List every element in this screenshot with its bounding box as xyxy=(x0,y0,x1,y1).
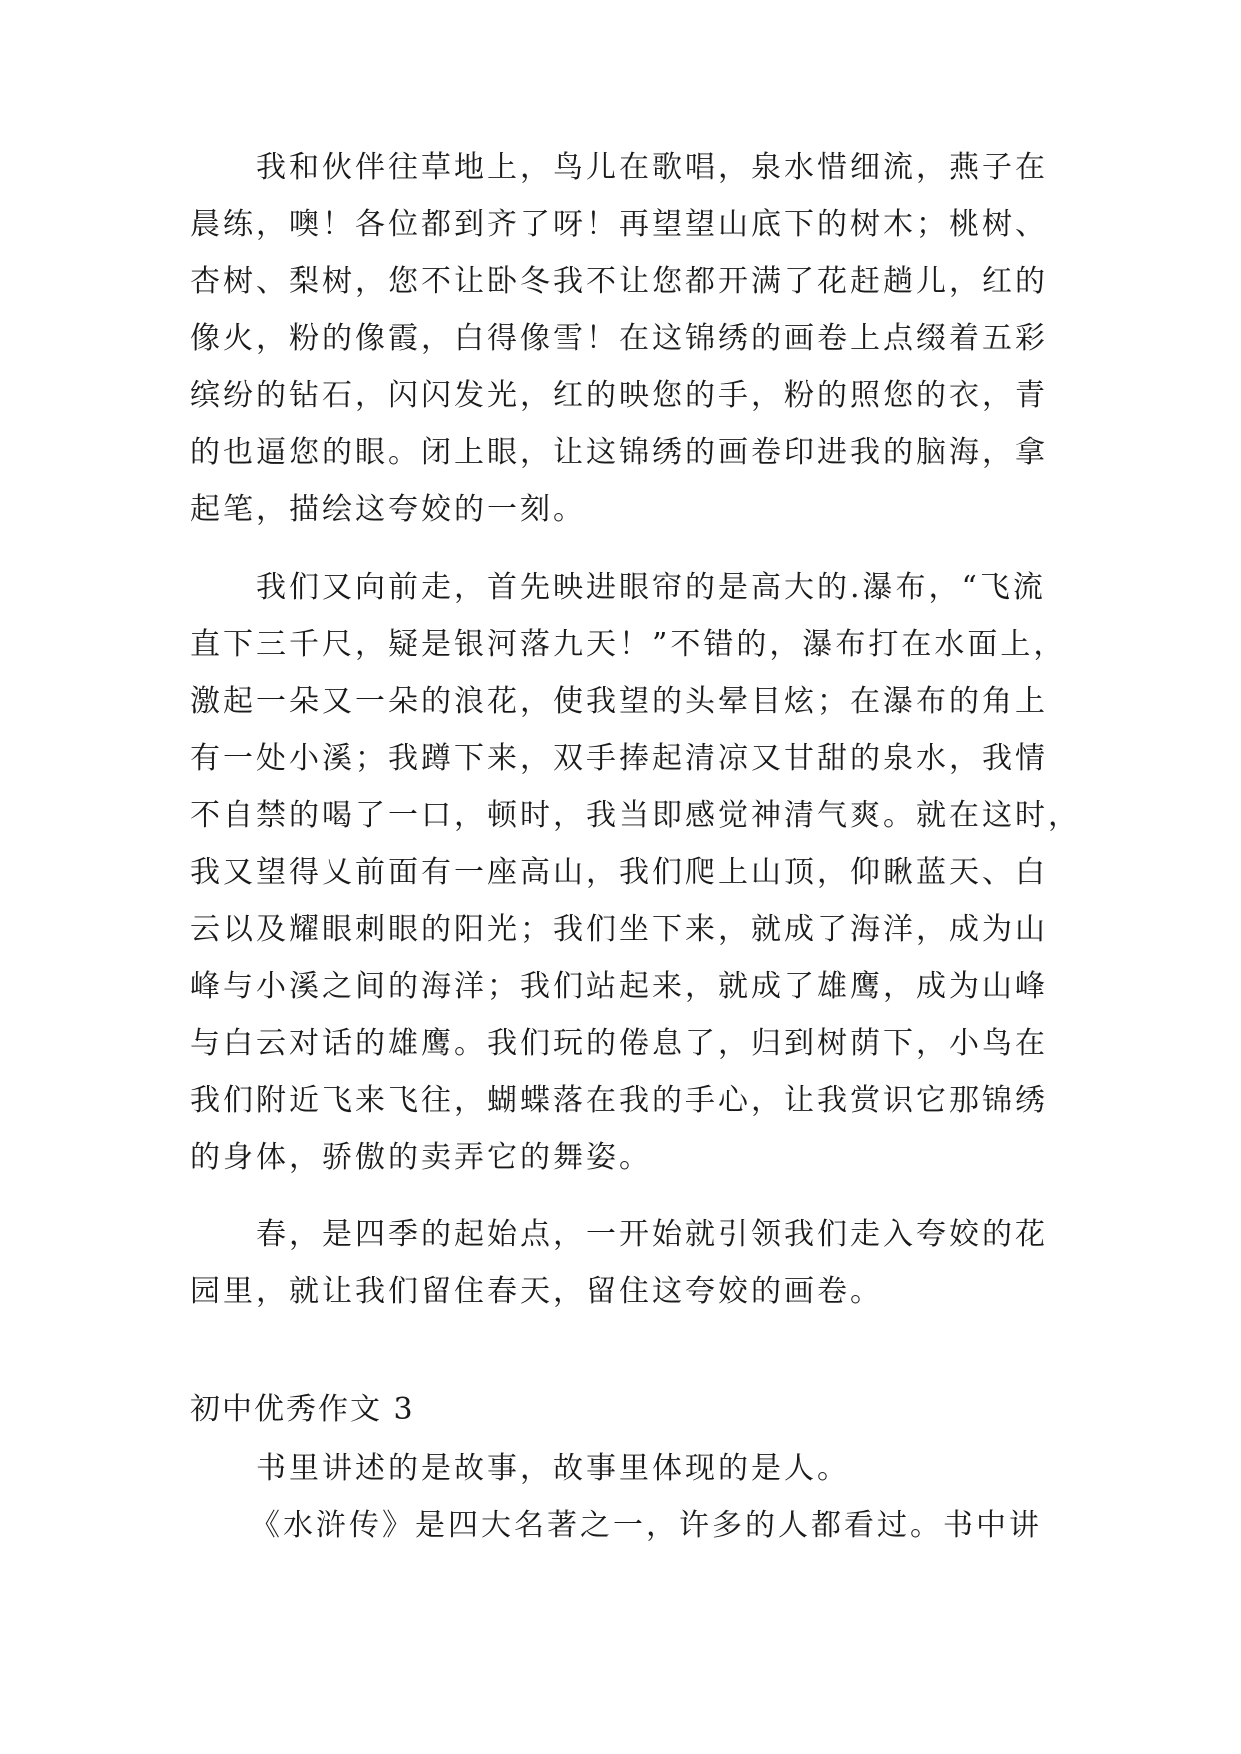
text-line: 晨练，噢！各位都到齐了呀！再望望山底下的树木；桃树、 xyxy=(190,207,1048,242)
text-line: 峰与小溪之间的海洋；我们站起来，就成了雄鹰，成为山峰 xyxy=(190,969,1048,1004)
text-line: 与白云对话的雄鹰。我们玩的倦息了，归到树荫下，小鸟在 xyxy=(190,1026,1048,1061)
text-line: 《水浒传》是四大名著之一，许多的人都看过。书中讲 xyxy=(250,1508,1042,1543)
text-line: 我们又向前走，首先映进眼帘的是高大的.瀑布，“飞流 xyxy=(256,570,1046,605)
text-line: 云以及耀眼刺眼的阳光；我们坐下来，就成了海洋，成为山 xyxy=(190,912,1048,947)
text-line: 的身体，骄傲的卖弄它的舞姿。 xyxy=(190,1140,652,1175)
text-line: 不自禁的喝了一口，顿时，我当即感觉神清气爽。就在这时， xyxy=(190,798,1081,833)
text-line: 直下三千尺，疑是银河落九天！”不错的，瀑布打在水面上， xyxy=(190,627,1067,662)
text-line: 有一处小溪；我蹲下来，双手捧起清凉又甘甜的泉水，我情 xyxy=(190,741,1048,776)
text-line: 书里讲述的是故事，故事里体现的是人。 xyxy=(256,1451,850,1486)
text-line: 春，是四季的起始点，一开始就引领我们走入夸姣的花 xyxy=(256,1217,1048,1252)
section-heading: 初中优秀作文 3 xyxy=(190,1392,415,1427)
text-line: 的也逼您的眼。闭上眼，让这锦绣的画卷印进我的脑海，拿 xyxy=(190,435,1048,470)
text-line: 我和伙伴往草地上，鸟儿在歌唱，泉水惜细流，燕子在 xyxy=(256,150,1048,185)
text-line: 缤纷的钻石，闪闪发光，红的映您的手，粉的照您的衣，青 xyxy=(190,378,1048,413)
text-line: 我又望得乂前面有一座高山，我们爬上山顶，仰瞅蓝天、白 xyxy=(190,855,1048,890)
text-line: 杏树、梨树，您不让卧冬我不让您都开满了花赶趟儿，红的 xyxy=(190,264,1048,299)
text-line: 起笔，描绘这夸姣的一刻。 xyxy=(190,492,586,527)
text-line: 园里，就让我们留住春天，留住这夸姣的画卷。 xyxy=(190,1274,883,1309)
text-line: 我们附近飞来飞往，蝴蝶落在我的手心，让我赏识它那锦绣 xyxy=(190,1083,1048,1118)
text-line: 像火，粉的像霞，白得像雪！在这锦绣的画卷上点缀着五彩 xyxy=(190,321,1048,356)
text-line: 激起一朵又一朵的浪花，使我望的头晕目炫；在瀑布的角上 xyxy=(190,684,1048,719)
